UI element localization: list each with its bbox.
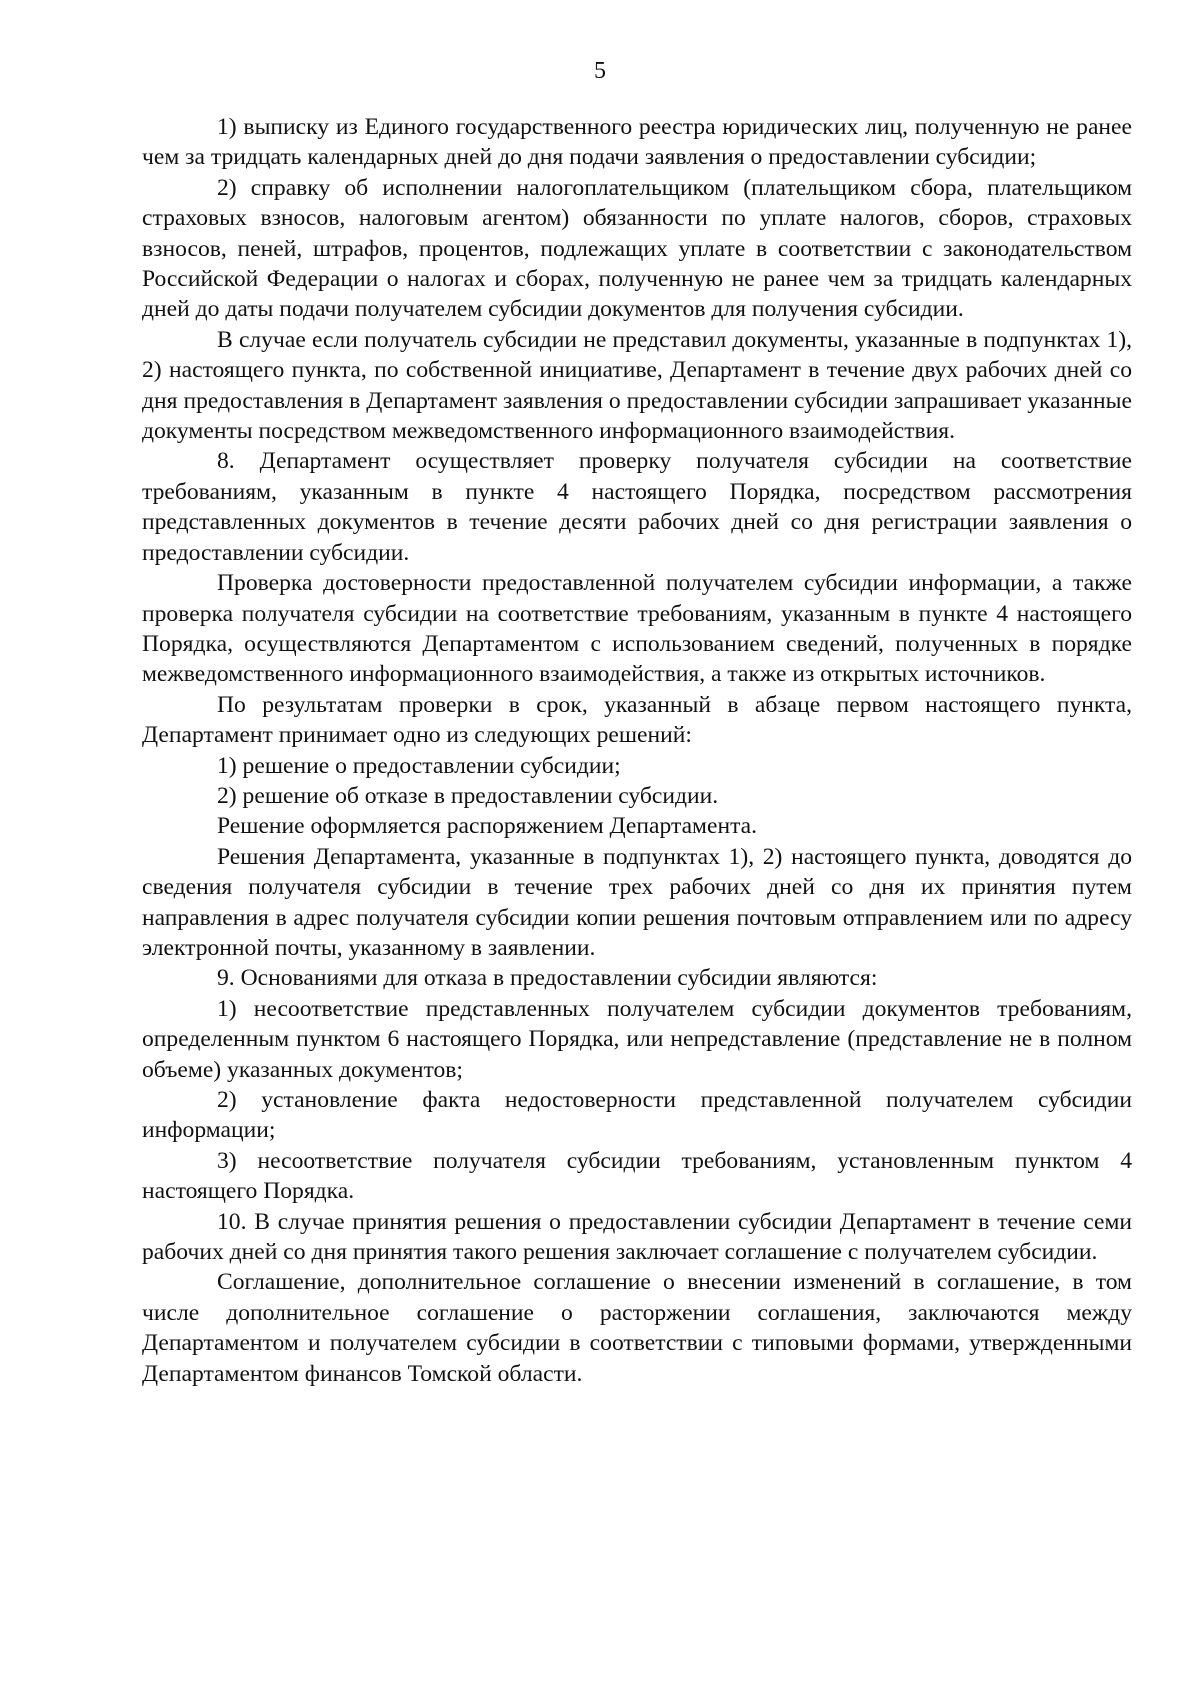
paragraph-section-10: 10. В случае принятия решения о предоставлении субсидии Департамент в течение семи рабочих дней со дня принятия такого решения заключает соглашение с получателем субсидии. (142, 1208, 1132, 1266)
paragraph-decision-intro: По результатам проверки в срок, указанный в абзаце первом настоящего пункта, Департамент принимает одно из следующих решений: (142, 691, 1132, 749)
paragraph-refusal-ground-3: 3) несоответствие получателя субсидии требованиям, установленным пунктом 4 настоящего Порядка. (142, 1147, 1132, 1205)
paragraph-decision-order: Решение оформляется распоряжением Департамента. (217, 813, 758, 840)
paragraph-decision-refusal: 2) решение об отказе в предоставлении субсидии. (217, 782, 719, 809)
paragraph-section-9: 9. Основаниями для отказа в предоставлении субсидии являются: (217, 965, 878, 992)
page-number: 5 (594, 58, 606, 84)
paragraph-refusal-ground-1: 1) несоответствие представленных получателем субсидии документов требованиям, определенным пунктом 6 настоящего Порядка, или непредставление (представление не в полном объеме) указанных документов; (142, 995, 1132, 1083)
paragraph-section-8: 8. Департамент осуществляет проверку получателя субсидии на соответствие требованиям, указанным в пункте 4 настоящего Порядка, посредством рассмотрения представленных документов в течение десяти рабочих дней со дня регистрации заявления о предоставлении субсидии. (142, 448, 1132, 566)
document-body (142, 112, 1132, 1389)
paragraph-item-2-tax-certificate: 2) справку об исполнении налогоплательщиком (плательщиком сбора, плательщиком страховых взносов, налоговым агентом) обязанности по уплате налогов, сборов, страховых взносов, пеней, штрафов, процентов, подлежащих уплате в соответствии с законодательством Российской Федерации о налогах и сборах, полученную не ранее чем за тридцать календарных дней до даты подачи получателем субсидии документов для получения субсидии. (142, 174, 1132, 323)
paragraph-item-1-extract: 1) выписку из Единого государственного реестра юридических лиц, полученную не ранее чем за тридцать календарных дней до дня подачи заявления о предоставлении субсидии; (142, 114, 1132, 171)
paragraph-decision-grant: 1) решение о предоставлении субсидии; (217, 752, 621, 779)
paragraph-refusal-ground-2: 2) установление факта недостоверности представленной получателем субсидии информации; (142, 1087, 1132, 1144)
paragraph-decision-notification: Решения Департамента, указанные в подпунктах 1), 2) настоящего пункта, доводятся до сведения получателя субсидии в течение трех рабочих дней со дня их принятия путем направления в адрес получателя субсидии копии решения почтовым отправлением или по адресу электронной почты, указанному в заявлении. (142, 843, 1132, 961)
paragraph-verification: Проверка достоверности предоставленной получателем субсидии информации, а также проверка получателя субсидии на соответствие требованиям, указанным в пункте 4 настоящего Порядка, осуществляются Департаментом с использованием сведений, полученных в порядке межведомственного информационного взаимодействия, а также из открытых источников. (142, 570, 1132, 688)
paragraph-interagency-request: В случае если получатель субсидии не представил документы, указанные в подпунктах 1), 2) настоящего пункта, по собственной инициативе, Департамент в течение двух рабочих дней со дня предоставления в Департамент заявления о предоставлении субсидии запрашивает указанные документы посредством межведомственного информационного взаимодействия. (142, 326, 1132, 445)
paragraph-agreement: Соглашение, дополнительное соглашение о внесении изменений в соглашение, в том числе дополнительное соглашение о расторжении соглашения, заключаются между Департаментом и получателем субсидии в соответствии с типовыми формами, утвержденными Департаментом финансов Томской области. (142, 1269, 1132, 1387)
